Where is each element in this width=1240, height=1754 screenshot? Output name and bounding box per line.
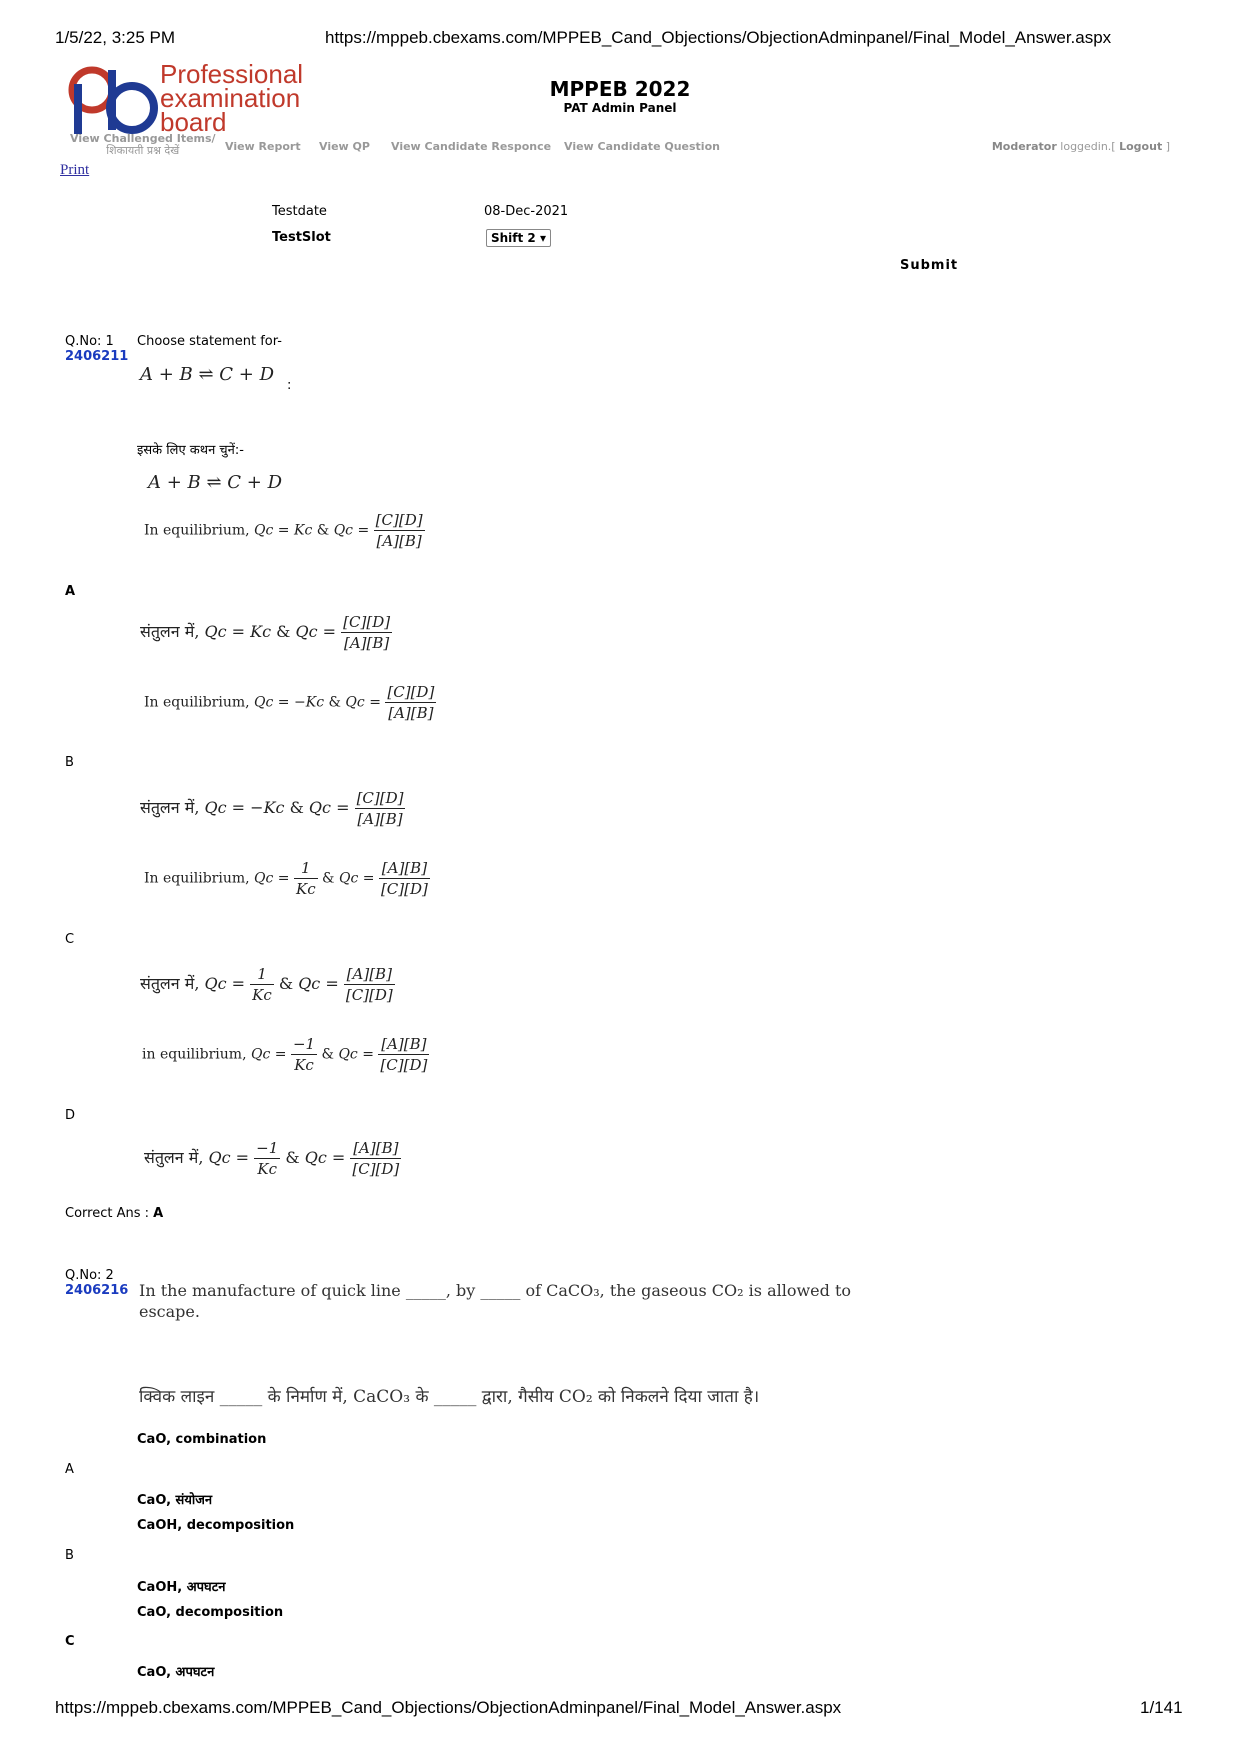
q1-option-c-key: C: [65, 932, 75, 947]
q1-id[interactable]: 2406211: [65, 349, 129, 364]
logo-text-line-1: Professional: [160, 59, 304, 89]
q1-a-en-prefix: In equilibrium,: [144, 522, 250, 539]
footer-page-number: 1/141: [1140, 1698, 1183, 1717]
q1-a-hi-prefix: संतुलन में,: [140, 622, 200, 641]
q1-option-b-en: In equilibrium, Qc = −Kc & Qc = $\frac{[C][D]}{[A][B]}$: [144, 683, 435, 722]
nav-view-qp[interactable]: View QP: [319, 140, 370, 153]
loggedin-text: loggedin.[: [1060, 140, 1116, 153]
testslot-label: TestSlot: [272, 230, 331, 245]
bracket-close: ]: [1165, 140, 1170, 153]
moderator-status: [992, 140, 1170, 153]
q1-option-a-hi: संतुलन में, Qc = Kc & Qc = $\frac{[C][D]}{[A][B]}$: [140, 613, 391, 652]
q1-text-hi: इसके लिए कथन चुनें:-: [137, 443, 244, 458]
q1-option-c-hi: संतुलन में, Qc = $\frac{1}{Kc}$ & Qc = $\frac{[A][B]}{[C][D]}$: [140, 965, 393, 1004]
q1-b-hi-prefix: संतुलन में,: [140, 798, 200, 817]
print-url: https://mppeb.cbexams.com/MPPEB_Cand_Objections/ObjectionAdminpanel/Final_Model_Answer.aspx: [325, 28, 1112, 47]
q2-option-c-hi: CaO, अपघटन: [137, 1665, 215, 1680]
q1-correct-answer: [65, 1206, 163, 1221]
q2-text-hi: क्विक लाइन _____ के निर्माण में, CaCO₃ के _____ द्वारा, गैसीय CO₂ को निकलने दिया जाता है।: [139, 1387, 760, 1407]
q1-option-a-en: In equilibrium, Qc = Kc & Qc = $\frac{[C][D]}{[A][B]}$: [144, 511, 423, 550]
q2-option-c-en: CaO, decomposition: [137, 1605, 284, 1620]
page-title: MPPEB 2022: [549, 77, 691, 101]
q2-option-b-key: B: [65, 1548, 74, 1563]
nav-view-report[interactable]: View Report: [225, 140, 301, 153]
q1-c-hi-prefix: संतुलन में,: [140, 974, 200, 993]
q2-option-a-hi: CaO, संयोजन: [137, 1493, 213, 1508]
q1-option-b-hi: संतुलन में, Qc = −Kc & Qc = $\frac{[C][D]}{[A][B]}$: [140, 789, 404, 828]
testslot-select[interactable]: [486, 229, 551, 247]
q2-option-b-en: CaOH, decomposition: [137, 1518, 295, 1533]
q1-option-d-hi: संतुलन में, Qc = $\frac{-1}{Kc}$ & Qc = $\frac{[A][B]}{[C][D]}$: [144, 1139, 400, 1178]
nav-challenged-hi: शिकायती प्रश्न देखें: [106, 144, 180, 157]
nav-challenged-en: View Challenged Items/: [70, 132, 216, 145]
logo-text: [160, 59, 304, 137]
chevron-down-icon: ▾: [539, 231, 547, 245]
q1-equation-hi: A + B ⇌ C + D: [148, 472, 283, 493]
page-subtitle: PAT Admin Panel: [563, 101, 677, 115]
q2-text-en-line2: escape.: [139, 1302, 200, 1321]
print-link[interactable]: Print: [60, 162, 90, 178]
footer-url: https://mppeb.cbexams.com/MPPEB_Cand_Objections/ObjectionAdminpanel/Final_Model_Answer.aspx: [55, 1698, 842, 1717]
q2-number: Q.No: 2: [65, 1268, 114, 1283]
submit-button[interactable]: Submit: [900, 258, 959, 273]
q1-text-en: Choose statement for-: [137, 334, 282, 349]
logo-text-line-3: board: [160, 107, 227, 137]
q1-b-en-prefix: In equilibrium,: [144, 694, 250, 711]
q1-option-b-key: B: [65, 755, 74, 770]
q1-d-hi-prefix: संतुलन में,: [144, 1148, 204, 1167]
testdate-label: Testdate: [272, 204, 327, 219]
q1-option-d-key: D: [65, 1108, 76, 1123]
q2-id[interactable]: 2406216: [65, 1283, 129, 1298]
q1-option-a-key: A: [65, 584, 76, 599]
q2-option-b-hi: CaOH, अपघटन: [137, 1580, 226, 1595]
q2-text-en-line1: In the manufacture of quick line _____, by _____ of CaCO₃, the gaseous CO₂ is allowed to: [139, 1281, 852, 1300]
q1-number: Q.No: 1: [65, 334, 114, 349]
nav-view-challenged-items[interactable]: [70, 133, 216, 157]
logo-text-line-2: examination: [160, 83, 301, 113]
correct-answer-value: A: [153, 1206, 164, 1221]
q1-option-d-en: in equilibrium, Qc = $\frac{-1}{Kc}$ & Qc = $\frac{[A][B]}{[C][D]}$: [142, 1035, 428, 1074]
nav-view-candidate-question[interactable]: View Candidate Question: [564, 140, 720, 153]
q2-option-a-key: A: [65, 1462, 74, 1477]
nav-view-candidate-response[interactable]: View Candidate Responce: [391, 140, 552, 153]
q1-equation: A + B ⇌ C + D: [140, 364, 275, 385]
print-datetime: 1/5/22, 3:25 PM: [55, 28, 176, 47]
logout-link[interactable]: Logout: [1119, 140, 1163, 153]
q2-option-a-en: CaO, combination: [137, 1432, 267, 1447]
correct-answer-label: Correct Ans :: [65, 1206, 149, 1221]
q1-d-en-prefix: in equilibrium,: [142, 1046, 247, 1063]
testslot-selected: Shift 2: [491, 231, 536, 245]
testdate-value: 08-Dec-2021: [484, 204, 569, 219]
peb-logo-mark: [68, 60, 168, 140]
moderator-label: Moderator: [991, 140, 1057, 153]
q2-option-c-key: C: [65, 1634, 75, 1649]
q1-colon: :: [287, 378, 292, 393]
q1-c-en-prefix: In equilibrium,: [144, 870, 250, 887]
q1-option-c-en: In equilibrium, Qc = $\frac{1}{Kc}$ & Qc = $\frac{[A][B]}{[C][D]}$: [144, 859, 428, 898]
